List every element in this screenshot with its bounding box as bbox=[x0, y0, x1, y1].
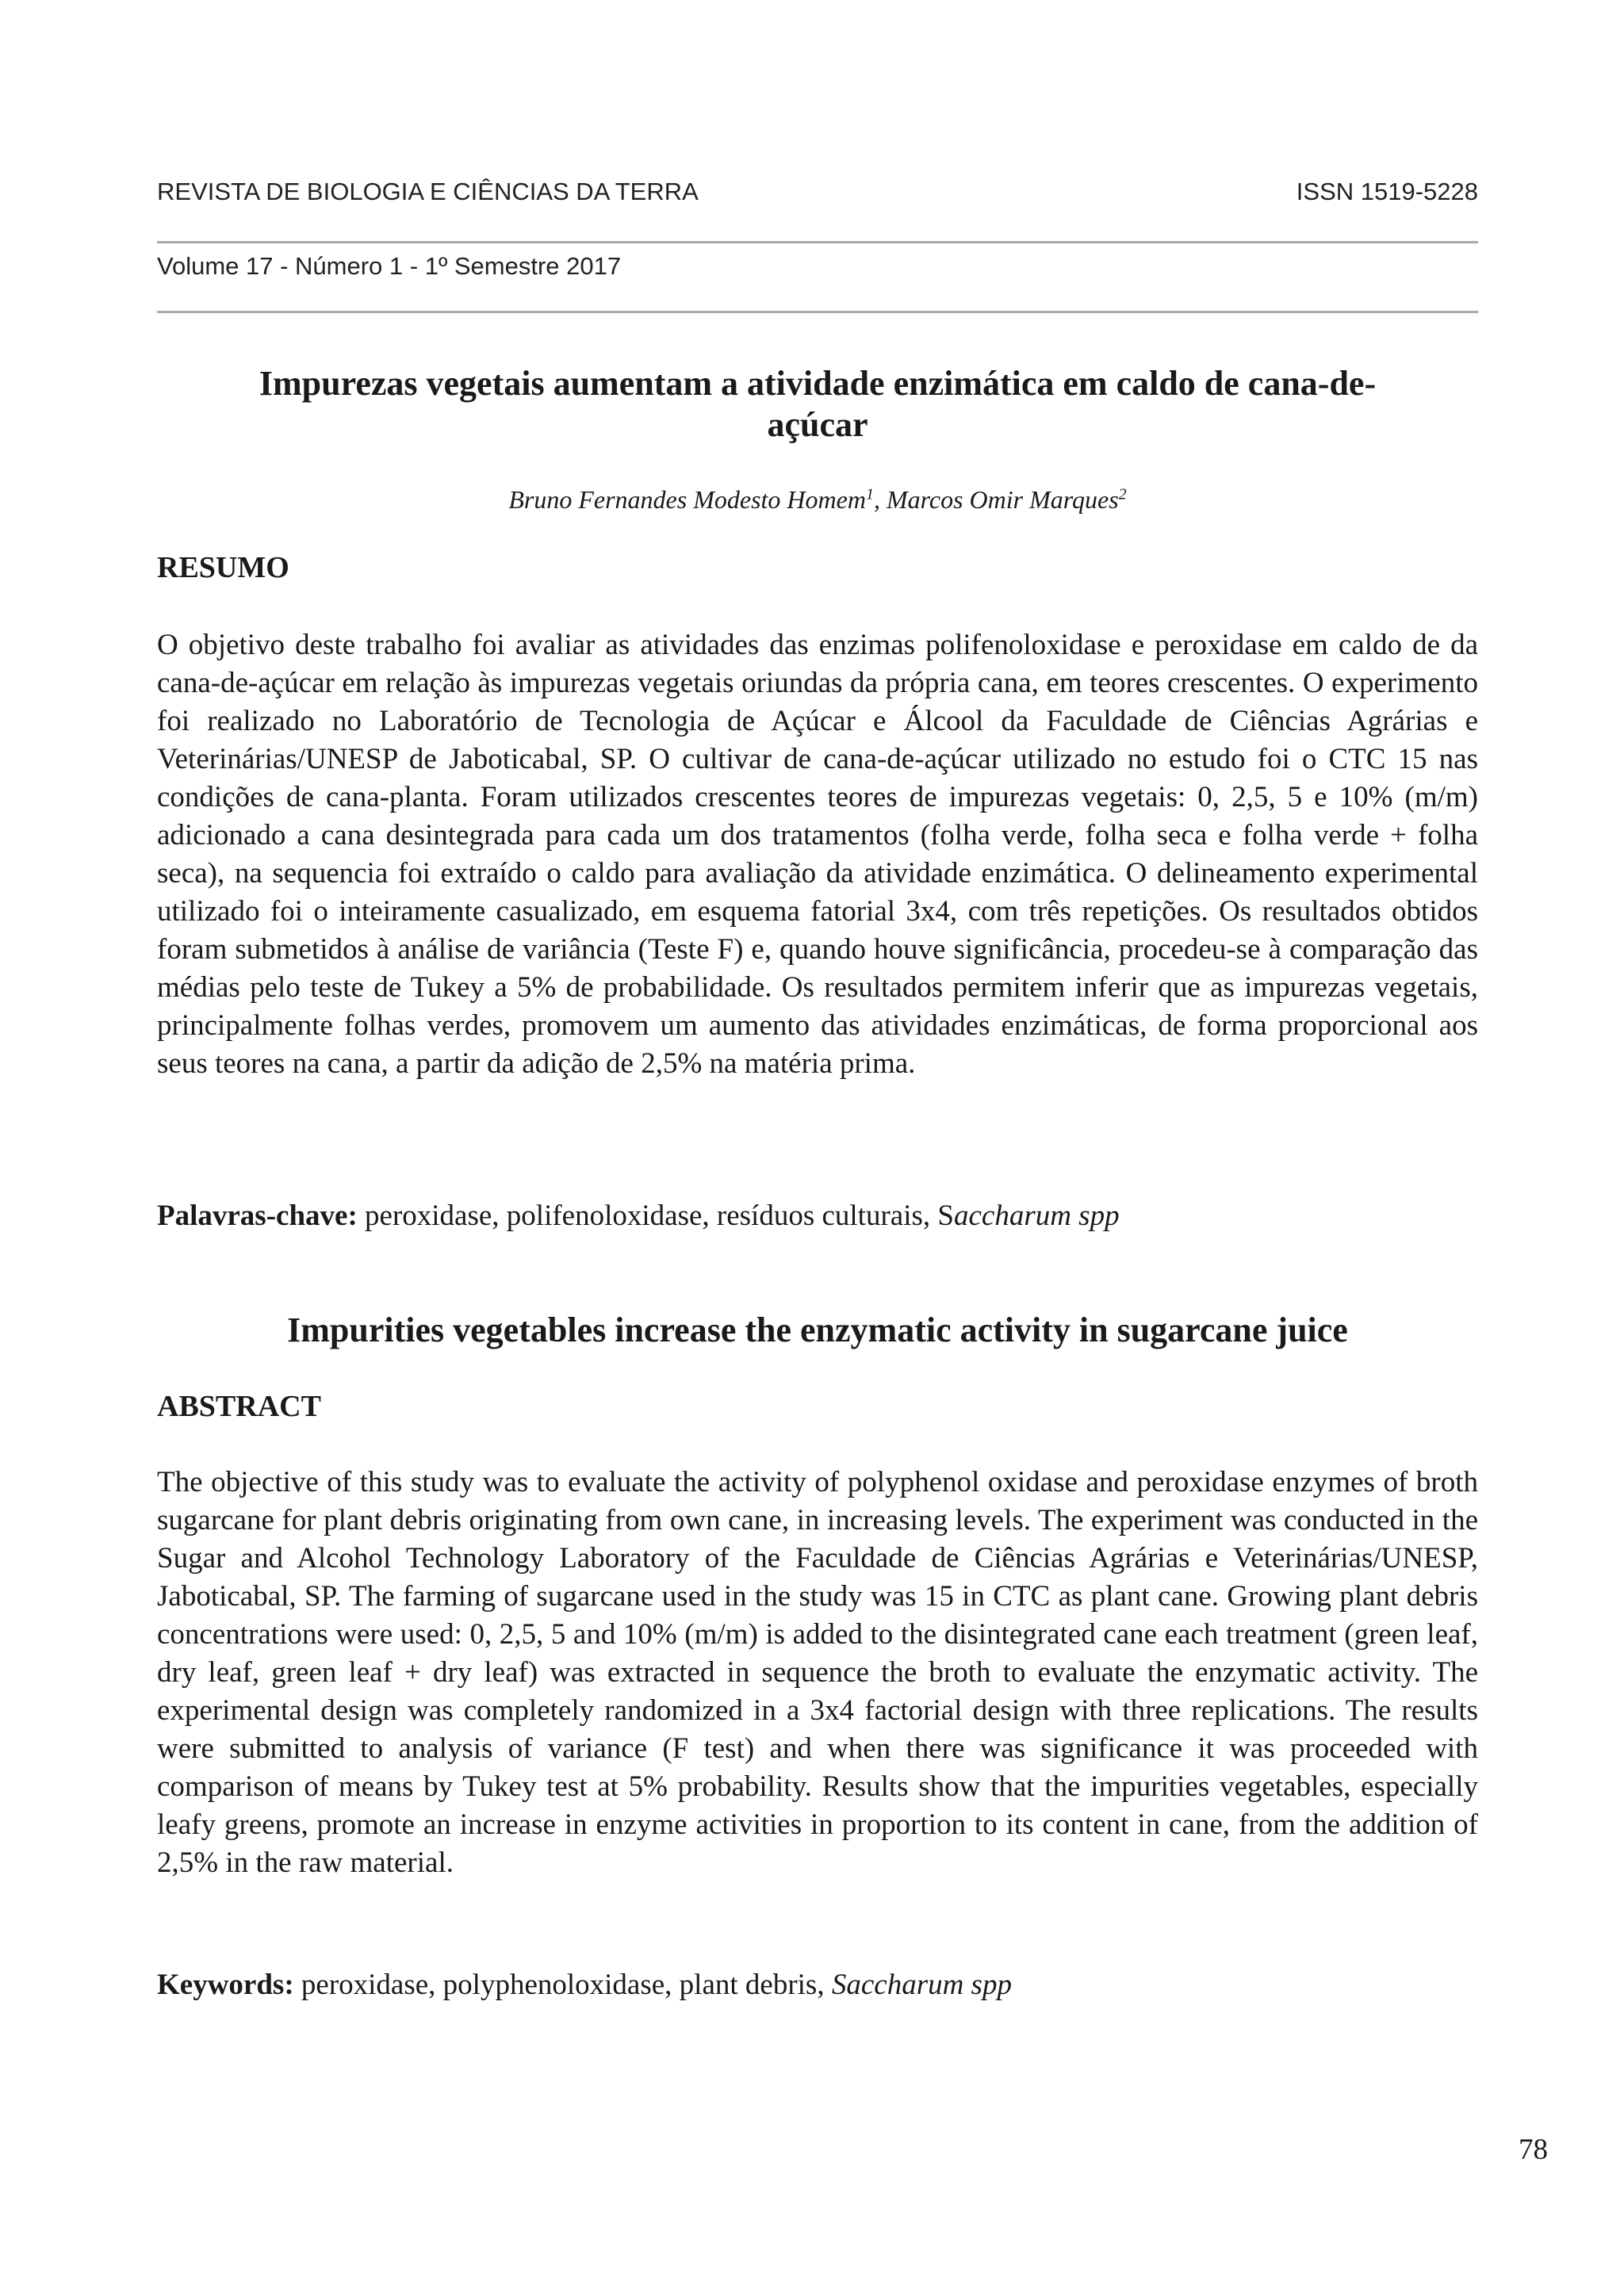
abstract-paragraph: The objective of this study was to evaluate the activity of polyphenol oxidase and peroxidase enzymes of broth sugarcane for plant debris originating from own cane, in increasing levels. The experiment was conducted in the Sugar and Alcohol Technology Laboratory of the Faculdade de Ciências Agrárias e Veterinárias/UNESP, Jaboticabal, SP. The farming of sugarcane used in the study was 15 in CTC as plant cane. Growing plant debris concentrations were used: 0, 2,5, 5 and 10% (m/m) is added to the disintegrated cane each treatment (green leaf, dry leaf, green leaf + dry leaf) was extracted in sequence the broth to evaluate the enzymatic activity. The experimental design was completely randomized in a 3x4 factorial design with three replications. The results were submitted to analysis of variance (F test) and when there was significance it was proceeded with comparison of means by Tukey test at 5% probability. Results show that the impurities vegetables, especially leafy greens, promote an increase in enzyme activities in proportion to its content in cane, from the addition of 2,5% in the raw material. bbox=[157, 1466, 1478, 1879]
palavras-chave-label: Palavras-chave: bbox=[157, 1200, 358, 1232]
keywords-label: Keywords: bbox=[157, 1969, 294, 2001]
article-title-en: Impurities vegetables increase the enzymatic activity in sugarcane juice bbox=[287, 1311, 1348, 1349]
running-header bbox=[157, 178, 1478, 212]
page-number: 78 bbox=[1519, 2133, 1548, 2166]
authors bbox=[157, 485, 1478, 515]
author-2-affiliation: 2 bbox=[1118, 485, 1127, 503]
header-divider-bottom bbox=[157, 311, 1478, 313]
issn-number: ISSN 1519-5228 bbox=[1296, 178, 1478, 205]
author-2: Marcos Omir Marques bbox=[886, 485, 1119, 514]
resumo-paragraph: O objetivo deste trabalho foi avaliar as atividades das enzimas polifenoloxidase e peroxidase em caldo de da cana-de-açúcar em relação às impurezas vegetais oriundas da própria cana, em teores crescentes. O experimento foi realizado no Laboratório de Tecnologia de Açúcar e Álcool da Faculdade de Ciências Agrárias e Veterinárias/UNESP de Jaboticabal, SP. O cultivar de cana-de-açúcar utilizado no estudo foi o CTC 15 nas condições de cana-planta. Foram utilizados crescentes teores de impurezas vegetais: 0, 2,5, 5 e 10% (m/m) adicionado a cana desintegrada para cada um dos tratamentos (folha verde, folha seca e folha verde + folha seca), na sequencia foi extraído o caldo para avaliação da atividade enzimática. O delineamento experimental utilizado foi o inteiramente casualizado, em esquema fatorial 3x4, com três repetições. Os resultados obtidos foram submetidos à análise de variância (Teste F) e, quando houve significância, procedeu-se à comparação das médias pelo teste de Tukey a 5% de probabilidade. Os resultados permitem inferir que as impurezas vegetais, principalmente folhas verdes, promovem um aumento das atividades enzimáticas, de forma proporcional aos seus teores na cana, a partir da adição de 2,5% na matéria prima. bbox=[157, 629, 1478, 1080]
journal-name: REVISTA DE BIOLOGIA E CIÊNCIAS DA TERRA bbox=[157, 178, 699, 205]
header-divider-top bbox=[157, 241, 1478, 243]
keywords-terms: peroxidase, polyphenoloxidase, plant debris, bbox=[293, 1969, 832, 2001]
palavras-chave-species: accharum spp bbox=[953, 1200, 1120, 1232]
volume-issue: Volume 17 - Número 1 - 1º Semestre 2017 bbox=[157, 252, 622, 280]
article-title-pt bbox=[157, 363, 1478, 446]
article-title-pt-line2: açúcar bbox=[767, 405, 868, 444]
palavras-chave-terms: peroxidase, polifenoloxidase, resíduos culturais, S bbox=[357, 1200, 954, 1232]
resumo-heading: RESUMO bbox=[157, 551, 289, 584]
keywords-species: Saccharum spp bbox=[831, 1969, 1012, 2001]
author-separator: , bbox=[873, 485, 887, 514]
palavras-chave bbox=[157, 1197, 1478, 1235]
author-1: Bruno Fernandes Modesto Homem bbox=[508, 485, 866, 514]
article-title-pt-line1: Impurezas vegetais aumentam a atividade enzimática em caldo de cana-de- bbox=[259, 364, 1377, 403]
abstract-heading: ABSTRACT bbox=[157, 1390, 321, 1423]
keywords bbox=[157, 1966, 1478, 2004]
author-1-affiliation: 1 bbox=[865, 485, 874, 503]
